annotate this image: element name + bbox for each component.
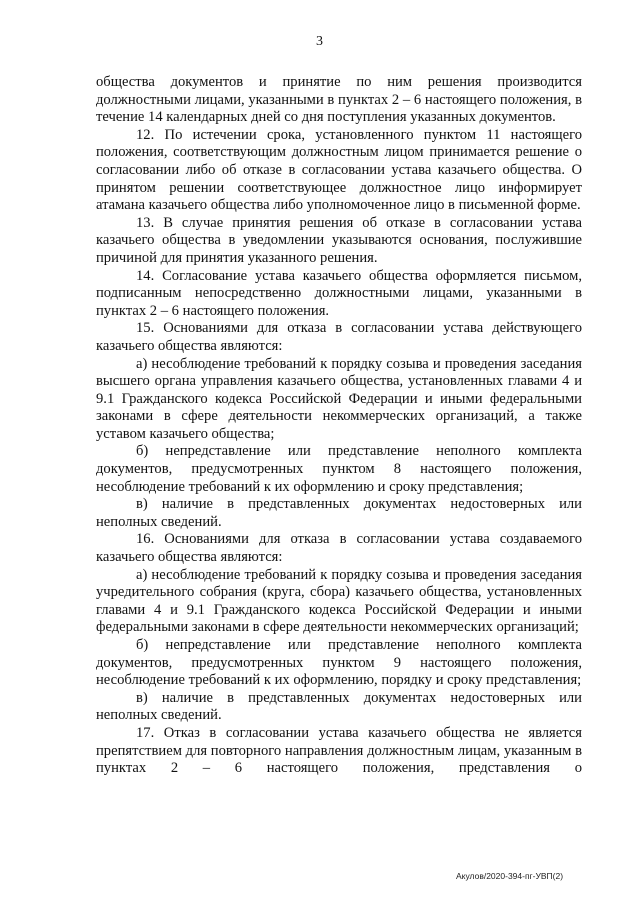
page-number: 3 [316, 34, 323, 49]
paragraph-16: 16. Основаниями для отказа в согласовании устава создаваемого казачьего общества являются: [96, 531, 582, 566]
paragraph-continuation: общества документов и принятие по ним решения производится должностными лицами, указанными в пунктах 2 – 6 настоящего положения, в течение 14 календарных дней со дня поступления указанных документов. [96, 74, 582, 126]
paragraph-15-a: а) несоблюдение требований к порядку созыва и проведения заседания высшего органа управления казачьего общества, установленных главами 4 и 9.1 Гражданского кодекса Российской Федерации и иными федеральными законами в сфере деятельности некоммерческих организаций, а также уставом казачьего общества; [96, 355, 582, 442]
paragraph-16-v: в) наличие в представленных документах недостоверных или неполных сведений. [96, 689, 582, 724]
paragraph-15: 15. Основаниями для отказа в согласовании устава действующего казачьего общества являются: [96, 320, 582, 354]
paragraph-12: 12. По истечении срока, установленного пунктом 11 настоящего положения, соответствующим должностным лицом принимается решение о согласовании либо об отказе в согласовании устава казачьего общества. О принятом решении соответствующее должностное лицо информирует атамана казачьего общества либо уполномоченное лицо в письменной форме. [96, 126, 582, 214]
paragraph-13: 13. В случае принятия решения об отказе в согласовании устава казачьего общества в уведомлении указываются основания, послужившие причиной для принятия указанного решения. [96, 214, 582, 266]
paragraph-16-a: а) несоблюдение требований к порядку созыва и проведения заседания учредительного собрания (круга, сбора) казачьего общества, установленных главами 4 и 9.1 Гражданского кодекса Российской Федерации и иными федеральными законами в сфере деятельности некоммерческих организаций; [96, 566, 582, 636]
paragraph-14: 14. Согласование устава казачьего общества оформляется письмом, подписанным непосредственно должностными лицами, указанными в пунктах 2 – 6 настоящего положения. [96, 267, 582, 319]
document-body [96, 74, 582, 778]
paragraph-15-v: в) наличие в представленных документах недостоверных или неполных сведений. [96, 496, 582, 530]
document-code: Акулов/2020-394-пг-УВП(2) [456, 871, 564, 881]
paragraph-17: 17. Отказ в согласовании устава казачьего общества не является препятствием для повторного направления должностным лицам, указанным в пунктах 2 – 6 настоящего положения, представления о [96, 724, 582, 777]
paragraph-16-b: б) непредставление или представление неполного комплекта документов, предусмотренных пунктом 9 настоящего положения, несоблюдение требований к их оформлению, порядку и сроку представления; [96, 637, 582, 689]
paragraph-15-b: б) непредставление или представление неполного комплекта документов, предусмотренных пунктом 8 настоящего положения, несоблюдение требований к их оформлению и сроку представления; [96, 443, 582, 495]
